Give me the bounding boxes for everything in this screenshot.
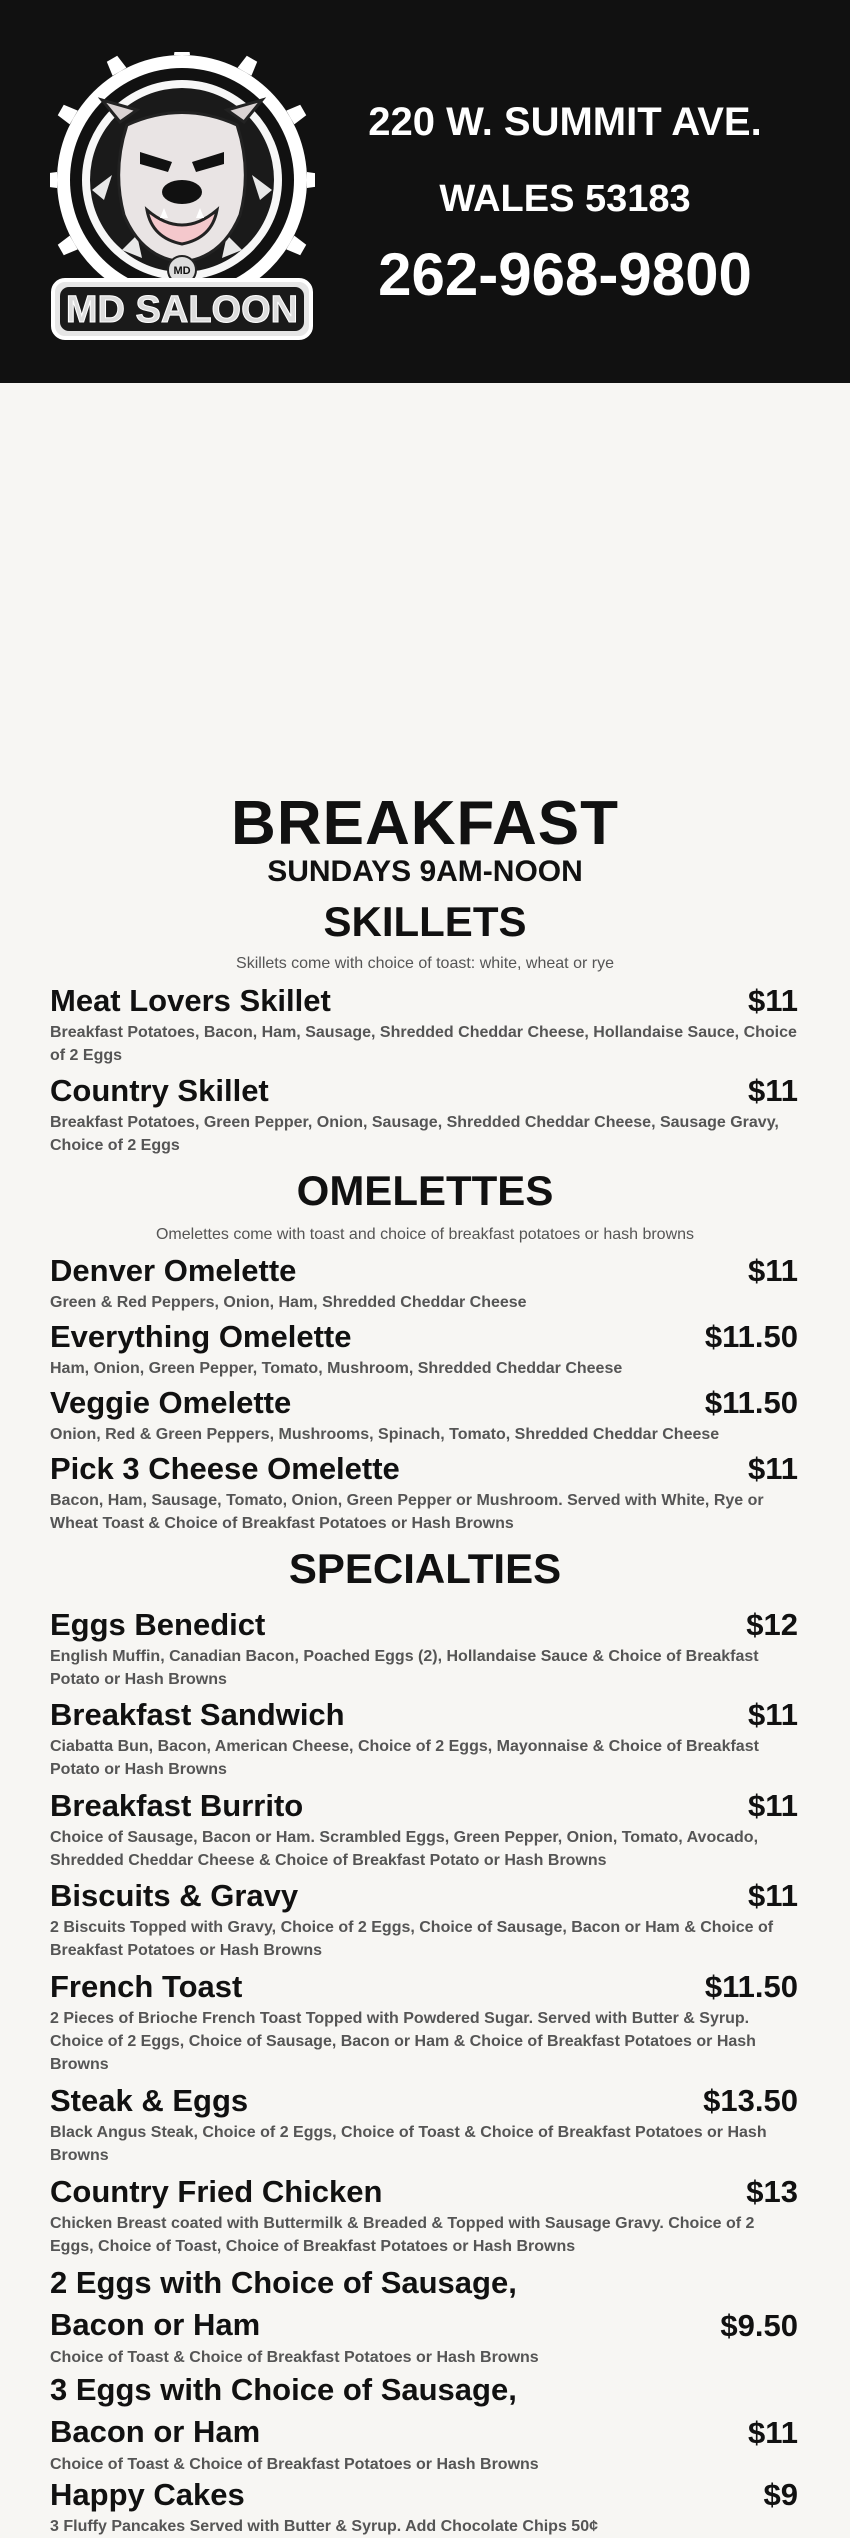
item-price: $9 — [763, 2477, 798, 2512]
menu-item — [50, 1449, 798, 1535]
item-description: Chicken Breast coated with Buttermilk & Breaded & Topped with Sausage Gravy. Choice of 2 Eggs, Choice of Toast, Choice of Breakfast Potatoes or Hash Browns — [50, 2215, 755, 2255]
item-price: $11 — [747, 983, 798, 1018]
menu-item — [50, 2172, 798, 2258]
item-name: Breakfast Sandwich — [50, 1697, 345, 1732]
menu-item — [50, 1967, 798, 2076]
item-price: $11 — [747, 1073, 798, 1108]
bulldog-logo — [50, 52, 315, 347]
item-name: Everything Omelette — [50, 1319, 352, 1354]
item-description: Ham, Onion, Green Pepper, Tomato, Mushroom, Shredded Cheddar Cheese — [50, 1360, 623, 1377]
item-description: Green & Red Peppers, Onion, Ham, Shredded Cheddar Cheese — [50, 1294, 527, 1311]
item-name: Veggie Omelette — [50, 1385, 292, 1420]
item-description: Choice of Toast & Choice of Breakfast Potatoes or Hash Browns — [50, 2456, 539, 2473]
section-title-skillets: SKILLETS — [323, 898, 527, 945]
item-price: $11 — [747, 1788, 798, 1823]
item-name: Happy Cakes — [50, 2477, 245, 2512]
address-line-2: WALES 53183 — [439, 178, 691, 220]
header — [0, 0, 850, 383]
item-name: French Toast — [50, 1969, 243, 2004]
item-description: Black Angus Steak, Choice of 2 Eggs, Choice of Toast & Choice of Breakfast Potatoes or Hash Browns — [50, 2124, 767, 2164]
item-description: Ciabatta Bun, Bacon, American Cheese, Choice of 2 Eggs, Mayonnaise & Choice of Breakfast Potato or Hash Browns — [50, 1738, 759, 1778]
item-name: Breakfast Burrito — [50, 1788, 304, 1823]
item-name: Country Fried Chicken — [50, 2174, 383, 2209]
item-name: Eggs Benedict — [50, 1607, 266, 1642]
item-description: English Muffin, Canadian Bacon, Poached Eggs (2), Hollandaise Sauce & Choice of Breakfast Potato or Hash Browns — [50, 1648, 759, 1688]
item-price: $11.50 — [704, 1969, 798, 2004]
gear-ring — [50, 52, 315, 305]
item-name: Meat Lovers Skillet — [50, 983, 331, 1018]
menu-item — [50, 1695, 798, 1781]
section-title-specialties: SPECIALTIES — [288, 1545, 562, 1592]
menu-subtitle: SUNDAYS 9AM-NOON — [267, 855, 583, 888]
menu-title: BREAKFAST — [231, 789, 619, 858]
item-price: $11.50 — [704, 1319, 798, 1354]
logo-badge: MD — [173, 265, 191, 277]
phone-number[interactable]: 262-968-9800 — [378, 241, 752, 308]
item-price: $11.50 — [704, 1385, 798, 1420]
item-price: $13.50 — [703, 2083, 798, 2118]
address-line-1: 220 W. SUMMIT AVE. — [368, 100, 762, 144]
item-description: Breakfast Potatoes, Bacon, Ham, Sausage, Shredded Cheddar Cheese, Hollandaise Sauce, Choice of 2 Eggs — [50, 1024, 797, 1064]
section-note-skillets: Skillets come with choice of toast: white, wheat or rye — [236, 955, 614, 972]
menu-item — [50, 1317, 798, 1380]
item-name-line-1: 2 Eggs with Choice of Sausage, — [50, 2265, 517, 2300]
menu-item — [50, 1605, 798, 1691]
item-price: $11 — [747, 1878, 798, 1913]
menu-item — [50, 1876, 798, 1962]
item-description: Breakfast Potatoes, Green Pepper, Onion, Sausage, Shredded Cheddar Cheese, Sausage Gravy, Choice of 2 Eggs — [50, 1114, 779, 1154]
logo-text: MD SALOON — [65, 289, 299, 331]
item-price: $12 — [746, 1607, 798, 1642]
item-description: Onion, Red & Green Peppers, Mushrooms, Spinach, Tomato, Shredded Cheddar Cheese — [50, 1426, 720, 1443]
item-price: $11 — [747, 1253, 798, 1288]
menu-item — [50, 1071, 798, 1157]
item-description: Bacon, Ham, Sausage, Tomato, Onion, Green Pepper or Mushroom. Served with White, Rye or Wheat Toast & Choice of Breakfast Potatoes or Hash Browns — [50, 1492, 764, 1532]
section-title-omelettes: OMELETTES — [296, 1167, 554, 1214]
item-price: $13 — [746, 2174, 798, 2209]
menu-item — [50, 2369, 798, 2476]
menu-item — [50, 2081, 798, 2167]
item-name: Steak & Eggs — [50, 2083, 249, 2118]
item-description: 3 Fluffy Pancakes Served with Butter & Syrup. Add Chocolate Chips 50¢ — [50, 2518, 598, 2535]
item-name: Country Skillet — [50, 1073, 269, 1108]
item-name-line-2: Bacon or Ham — [50, 2307, 261, 2342]
item-description: 2 Biscuits Topped with Gravy, Choice of 2 Eggs, Choice of Sausage, Bacon or Ham & Choice of Breakfast Potatoes or Hash Browns — [50, 1919, 774, 1959]
section-note-omelettes: Omelettes come with toast and choice of breakfast potatoes or hash browns — [155, 1226, 695, 1243]
item-name: Pick 3 Cheese Omelette — [50, 1451, 400, 1486]
menu-item — [50, 1786, 798, 1872]
item-description: Choice of Sausage, Bacon or Ham. Scrambled Eggs, Green Pepper, Onion, Tomato, Avocado, Shredded Cheddar Cheese & Choice of Breakfast Potato or Hash Browns — [50, 1829, 759, 1869]
item-name-line-1: 3 Eggs with Choice of Sausage, — [50, 2372, 517, 2407]
item-name-line-2: Bacon or Ham — [50, 2414, 261, 2449]
menu-item — [50, 2262, 798, 2369]
menu-item — [50, 1251, 798, 1314]
item-price: $11 — [747, 2415, 798, 2450]
item-price: $11 — [747, 1697, 798, 1732]
menu-item — [50, 2475, 798, 2538]
item-description: 2 Pieces of Brioche French Toast Topped with Powdered Sugar. Served with Butter & Syrup. Choice of 2 Eggs, Choice of Sausage, Bacon or Ham & Choice of Breakfast Potatoes or Hash Browns — [50, 2010, 756, 2073]
item-description: Choice of Toast & Choice of Breakfast Potatoes or Hash Browns — [50, 2349, 539, 2366]
item-name: Biscuits & Gravy — [50, 1878, 299, 1913]
item-price: $11 — [747, 1451, 798, 1486]
menu-item — [50, 1383, 798, 1446]
item-price: $9.50 — [720, 2308, 798, 2343]
item-name: Denver Omelette — [50, 1253, 297, 1288]
menu-item — [50, 981, 798, 1067]
